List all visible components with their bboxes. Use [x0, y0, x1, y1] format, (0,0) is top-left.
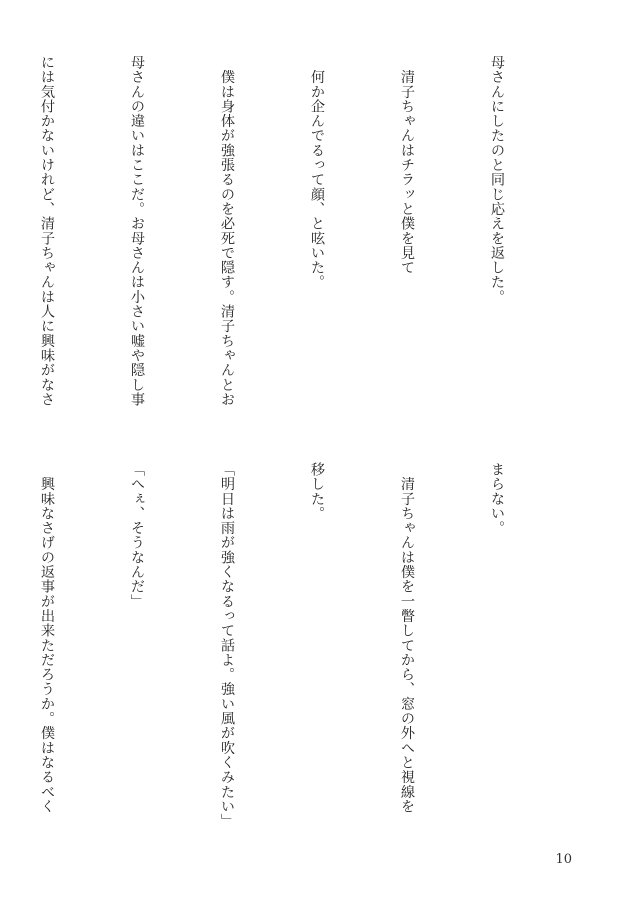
text-line: 母さんの違いはここだ。お母さんは小さい嘘や隠し事 — [129, 55, 145, 407]
text-line: 母さんにしたのと同じ応えを返した。 — [489, 55, 505, 305]
text-line: 興味なさげの返事が出来ただろうか。僕はなるべく — [39, 462, 55, 814]
text-line: 清子ちゃんは僕を一瞥してから、窓の外へと視線を — [399, 462, 415, 814]
text-line: 僕は身体が強張るのを必死で隠す。清子ちゃんとお — [219, 55, 235, 407]
upper-text-block — [39, 55, 572, 440]
lower-text-block — [39, 462, 572, 847]
text-line: 移した。 — [309, 462, 325, 521]
text-line: には気付かないけれど、清子ちゃんは人に興味がなさ — [39, 55, 55, 407]
page-number: 10 — [555, 852, 572, 867]
text-line: 何か企んでるって顔、と呟いた。 — [309, 55, 325, 290]
text-line: 「へぇ、そうなんだ」 — [129, 462, 145, 609]
text-line: 「明日は雨が強くなるって話よ。強い風が吹くみたい」 — [219, 462, 235, 829]
text-line: まらない。 — [489, 462, 505, 536]
text-line: 清子ちゃんはチラッと僕を見て — [399, 55, 415, 275]
